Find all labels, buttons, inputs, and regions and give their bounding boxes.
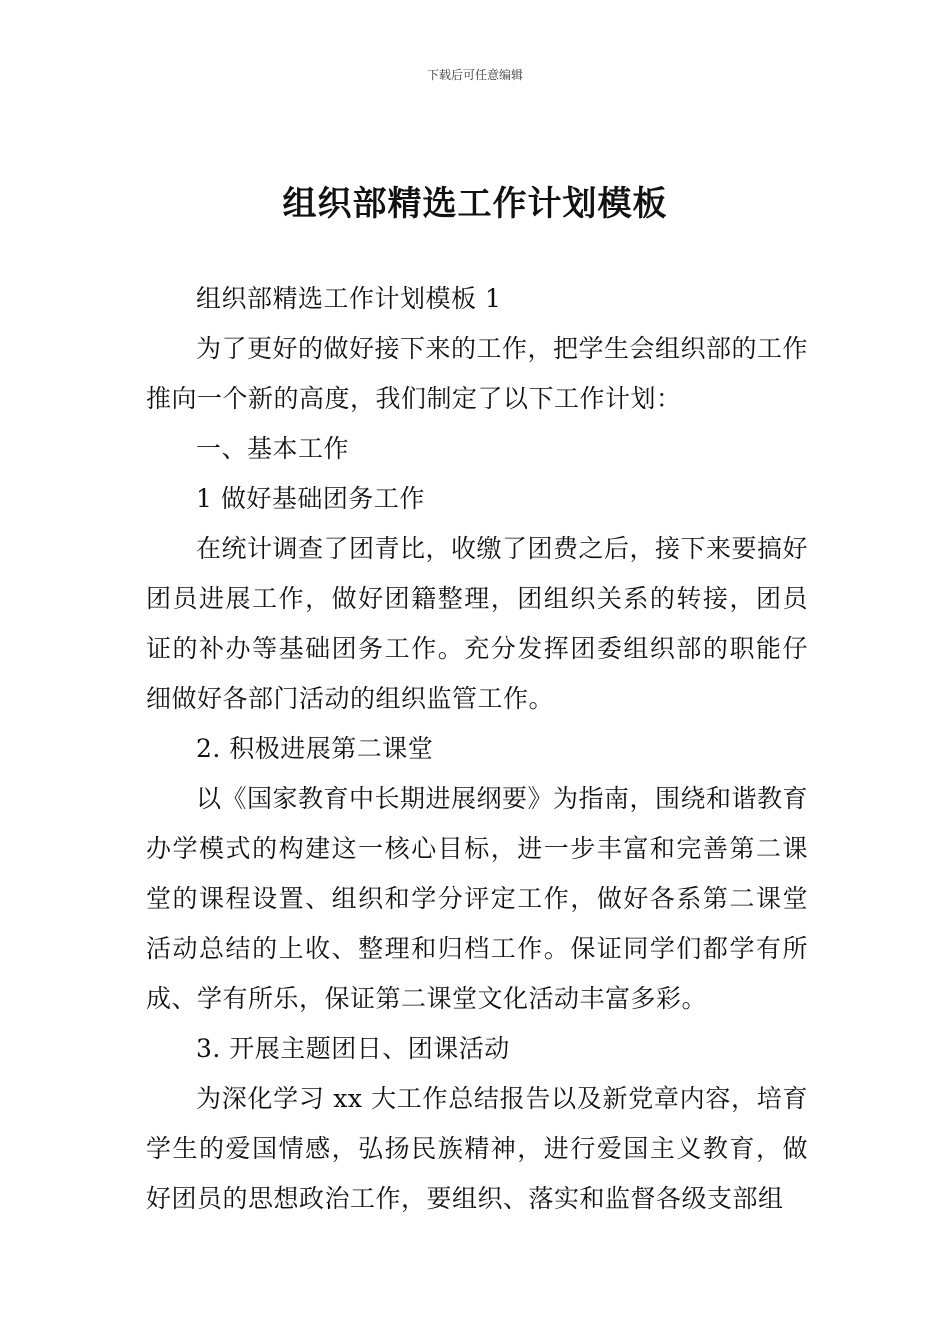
subsection-heading: 1 做好基础团务工作 <box>196 484 425 513</box>
document-body <box>146 274 808 1224</box>
body-paragraph: 以《国家教育中长期进展纲要》为指南，围绕和谐教育办学模式的构建这一核心目标，进一步丰富和完善第二课堂的课程设置、组织和学分评定工作，做好各系第二课堂活动总结的上收、整理和归档工作。保证同学们都学有所成、学有所乐，保证第二课堂文化活动丰富多彩。 <box>146 784 809 1013</box>
intro-paragraph: 为了更好的做好接下来的工作，把学生会组织部的工作推向一个新的高度，我们制定了以下工作计划： <box>146 334 809 413</box>
section-heading: 一、基本工作 <box>196 434 350 463</box>
body-paragraph: 为深化学习 xx 大工作总结报告以及新党章内容，培育学生的爱国情感，弘扬民族精神，进行爱国主义教育，做好团员的思想政治工作，要组织、落实和监督各级支部组 <box>146 1084 808 1213</box>
section-heading: 组织部精选工作计划模板 1 <box>196 284 502 313</box>
header-note: 下载后可任意编辑 <box>426 68 523 82</box>
body-paragraph: 在统计调查了团青比，收缴了团费之后，接下来要搞好团员进展工作，做好团籍整理，团组织关系的转接，团员证的补办等基础团务工作。充分发挥团委组织部的职能仔细做好各部门活动的组织监管工作。 <box>146 534 809 713</box>
subsection-heading: 2. 积极进展第二课堂 <box>196 734 434 763</box>
document-title: 组织部精选工作计划模板 <box>282 184 668 224</box>
subsection-heading: 3. 开展主题团日、团课活动 <box>196 1034 510 1063</box>
